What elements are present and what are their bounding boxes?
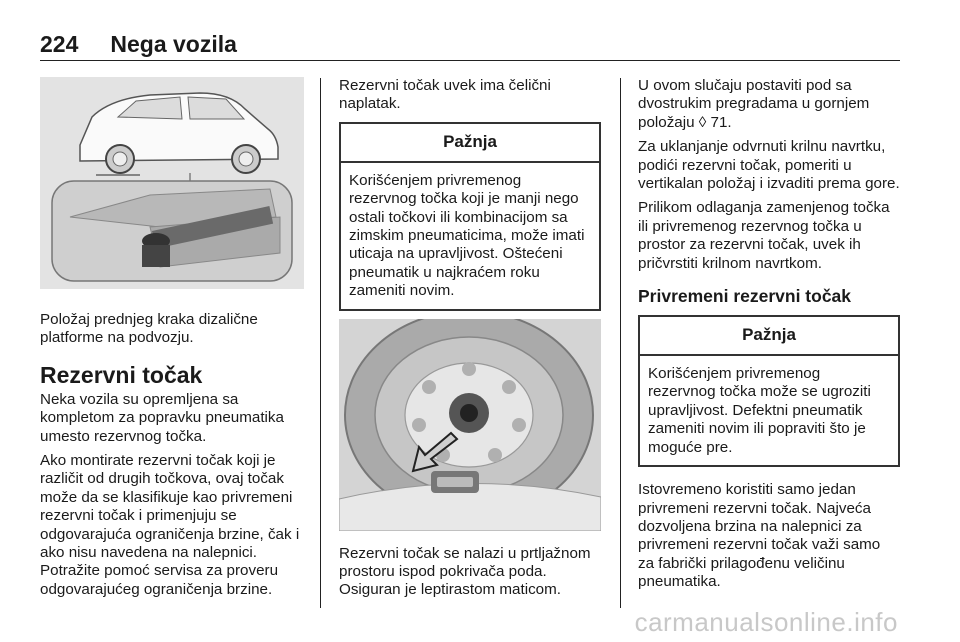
caution-title: Pažnja: [640, 317, 898, 356]
caution-text: Korišćenjem privremenog rezervnog točka može se ugroziti upravljivost. Defektni pneumatik zameniti novim ili popraviti što je moguće pre.: [648, 365, 871, 456]
watermark: carmanualsonline.info: [634, 607, 898, 637]
caution-title: Pažnja: [341, 124, 599, 163]
column-divider-2: [620, 78, 621, 608]
subsection-title: Privremeni rezervni točak: [638, 286, 852, 307]
section-title: Rezervni točak: [40, 361, 203, 388]
car-lift-figure: [40, 77, 304, 289]
column-3: [638, 77, 900, 598]
paragraph: U ovom slučaju postaviti pod sa dvostrukim pregradama u gornjem položaju ◊ 71.: [638, 77, 870, 131]
figure-caption: Položaj prednjeg kraka dizalične platforme na podvozju.: [40, 311, 258, 347]
paragraph: Istovremeno koristiti samo jedan privremeni rezervni točak. Najveća dozvoljena brzina na nalepnici za privremeni rezervni točak važi samo za fabrički prilagođenu veličinu pneumatika.: [638, 481, 881, 591]
header-rule: [40, 60, 900, 61]
caution-text: Korišćenjem privremenog rezervnog točka koji je manji nego ostali točkovi ili kombinacijom sa zimskim pneumaticima, može imati uticaja na upravljivost. Oštećeni pneumatik u najkraćem roku zameniti novim.: [349, 171, 585, 300]
paragraph: Ako montirate rezervni točak koji je različit od drugih točkova, ovaj točak može da se klasifikuje kao privremeni rezervni točak i primenjuju se odgovarajuća ograničenja brzine, čak i ako nisu navedena na nalepnici. Potražite pomoć servisa za proveru odgovarajućeg ograničenja brzine.: [40, 452, 300, 598]
caution-box: [638, 315, 900, 467]
paragraph: Rezervni točak uvek ima čelični naplatak.: [339, 77, 551, 113]
paragraph: Za uklanjanje odvrnuti krilnu navrtku, podići rezervni točak, pomeriti u vertikalan položaj i izvaditi prema gore.: [638, 138, 900, 193]
column-divider-1: [320, 78, 321, 608]
page-number: 224: [40, 31, 79, 57]
chapter-title: Nega vozila: [110, 31, 237, 57]
page-header: [40, 18, 900, 58]
column-2: [339, 77, 601, 606]
paragraph: Prilikom odlaganja zamenjenog točka ili privremenog rezervnog točka u prostor za rezervni točak, uvek ih pričvrstiti krilnom navrtkom.: [638, 199, 890, 272]
spare-wheel-figure: [339, 319, 601, 531]
column-1: [40, 77, 304, 605]
caution-box: [339, 122, 601, 311]
paragraph: Neka vozila su opremljena sa kompletom za popravku pneumatika umesto rezervnog točka.: [40, 390, 284, 445]
paragraph: Rezervni točak se nalazi u prtljažnom prostoru ispod pokrivača poda. Osiguran je leptirastom maticom.: [339, 544, 591, 599]
